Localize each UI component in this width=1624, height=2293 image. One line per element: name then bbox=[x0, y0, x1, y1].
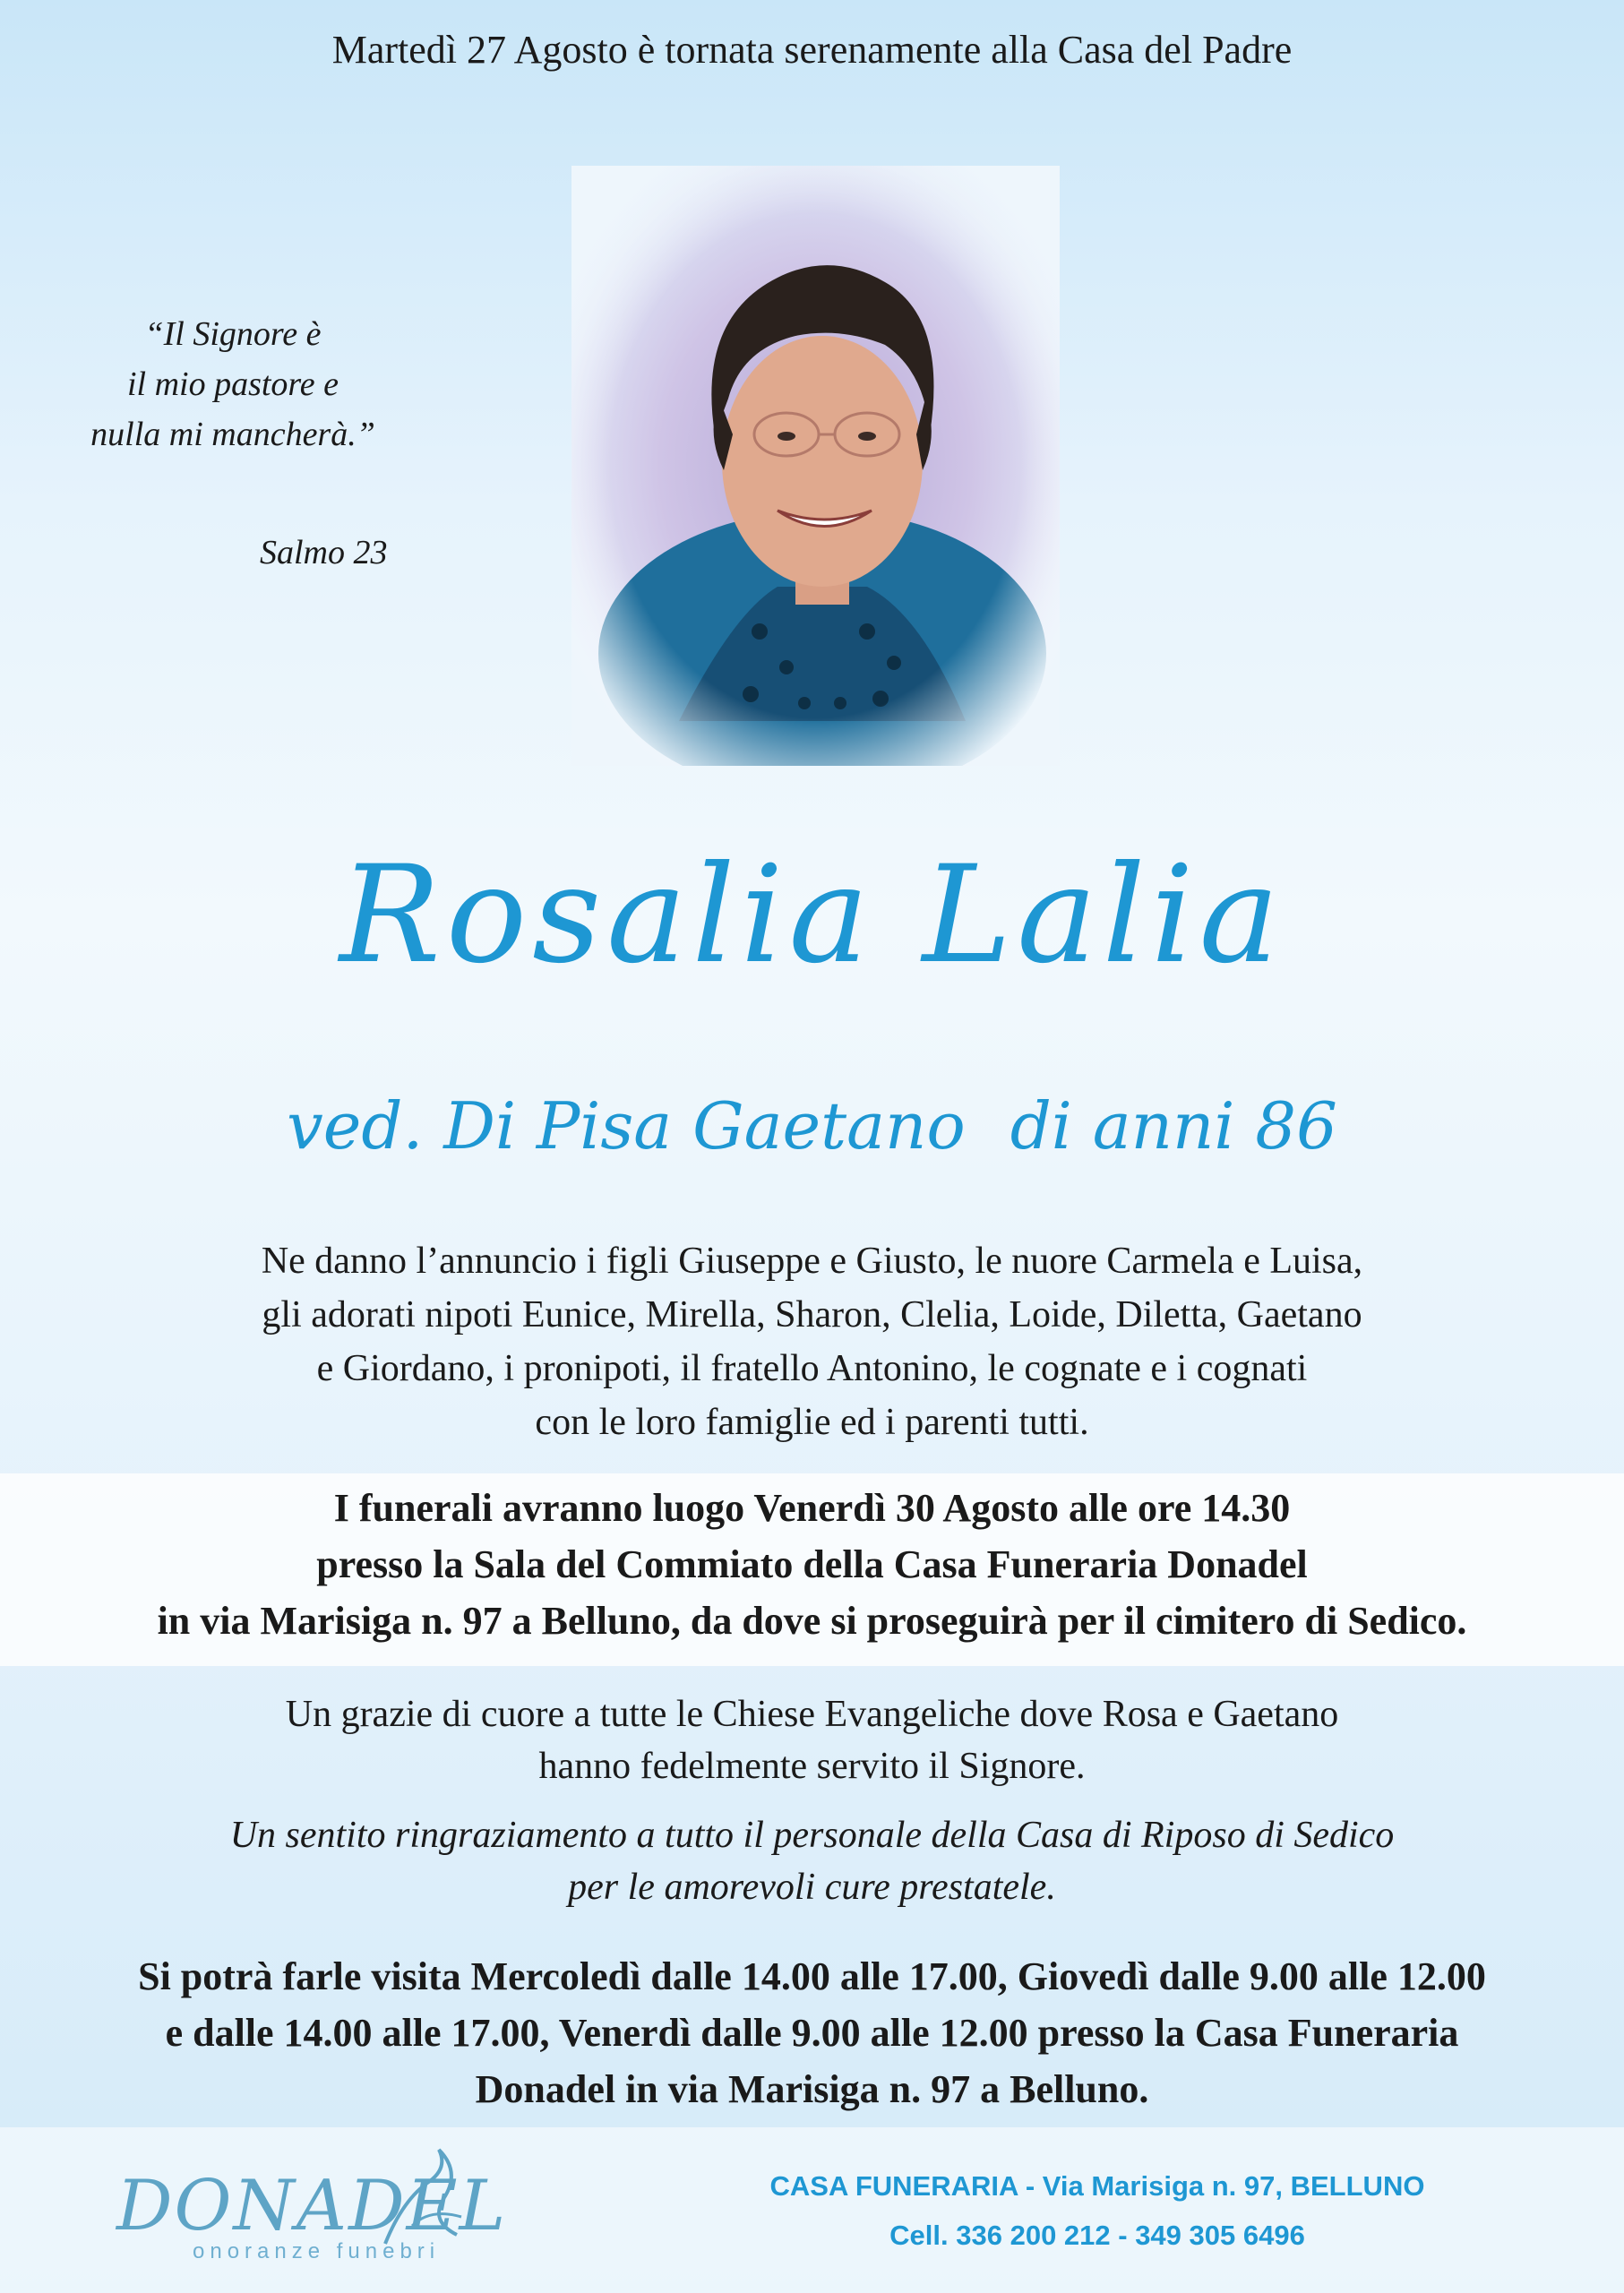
churches-thanks bbox=[0, 1688, 1624, 1792]
visiting-hours bbox=[0, 1948, 1624, 2117]
thanks-line: Un sentito ringraziamento a tutto il personale della Casa di Riposo di Sedico bbox=[229, 1815, 1395, 1856]
staff-thanks bbox=[0, 1809, 1624, 1913]
quote-source: Salmo 23 bbox=[260, 534, 388, 571]
quote-line: nulla mi mancherà.” bbox=[90, 416, 375, 453]
donadel-logo-wordmark: DONADEL bbox=[116, 2166, 508, 2246]
thanks-line: Un grazie di cuore a tutte le Chiese Evangeliche dove Rosa e Gaetano bbox=[285, 1694, 1339, 1735]
funeral-home-address: CASA FUNERARIA - Via Marisiga n. 97, BELLUNO bbox=[769, 2170, 1425, 2202]
portrait-image bbox=[571, 166, 1060, 766]
funeral-line: presso la Sala del Commiato della Casa Funeraria Donadel bbox=[316, 1542, 1308, 1586]
thanks-line: hanno fedelmente servito il Signore. bbox=[538, 1746, 1086, 1787]
announcement-line: con le loro famiglie ed i parenti tutti. bbox=[535, 1402, 1089, 1443]
quote-line: il mio pastore e bbox=[126, 365, 339, 403]
logo-swirl-icon bbox=[376, 2145, 475, 2253]
donadel-logo-tagline: onoranze funebri bbox=[193, 2239, 441, 2263]
widow-of: ved. Di Pisa Gaetano bbox=[287, 1088, 966, 1164]
deceased-details bbox=[0, 1088, 1624, 1164]
funeral-line: I funerali avranno luogo Venerdì 30 Agosto alle ore 14.30 bbox=[333, 1486, 1291, 1530]
family-announcement bbox=[0, 1234, 1624, 1449]
deceased-name: Rosalia Lalia bbox=[339, 837, 1285, 993]
visits-line: e dalle 14.00 alle 17.00, Venerdì dalle 9.00 alle 12.00 presso la Casa Funeraria bbox=[165, 2011, 1459, 2055]
death-announcement-line: Martedì 27 Agosto è tornata serenamente alla Casa del Padre bbox=[331, 28, 1293, 72]
quote-line: “Il Signore è bbox=[144, 315, 322, 353]
age: di anni 86 bbox=[1010, 1088, 1337, 1164]
announcement-line: Ne danno l’annuncio i figli Giuseppe e Giusto, le nuore Carmela e Luisa, bbox=[261, 1241, 1363, 1282]
funeral-details bbox=[0, 1480, 1624, 1649]
announcement-line: gli adorati nipoti Eunice, Mirella, Sharon, Clelia, Loide, Diletta, Gaetano bbox=[262, 1294, 1362, 1335]
announcement-line: e Giordano, i pronipoti, il fratello Antonino, le cognate e i cognati bbox=[316, 1348, 1308, 1389]
funeral-line: in via Marisiga n. 97 a Belluno, da dove si proseguirà per il cimitero di Sedico. bbox=[157, 1599, 1467, 1643]
funeral-home-phones: Cell. 336 200 212 - 349 305 6496 bbox=[889, 2220, 1305, 2251]
visits-line: Si potrà farle visita Mercoledì dalle 14.00 alle 17.00, Giovedì dalle 9.00 alle 12.00 bbox=[138, 1954, 1486, 1998]
portrait-photo bbox=[571, 166, 1060, 766]
thanks-line: per le amorevoli cure prestatele. bbox=[568, 1867, 1056, 1908]
visits-line: Donadel in via Marisiga n. 97 a Belluno. bbox=[475, 2067, 1149, 2111]
psalm-quote bbox=[54, 309, 412, 459]
